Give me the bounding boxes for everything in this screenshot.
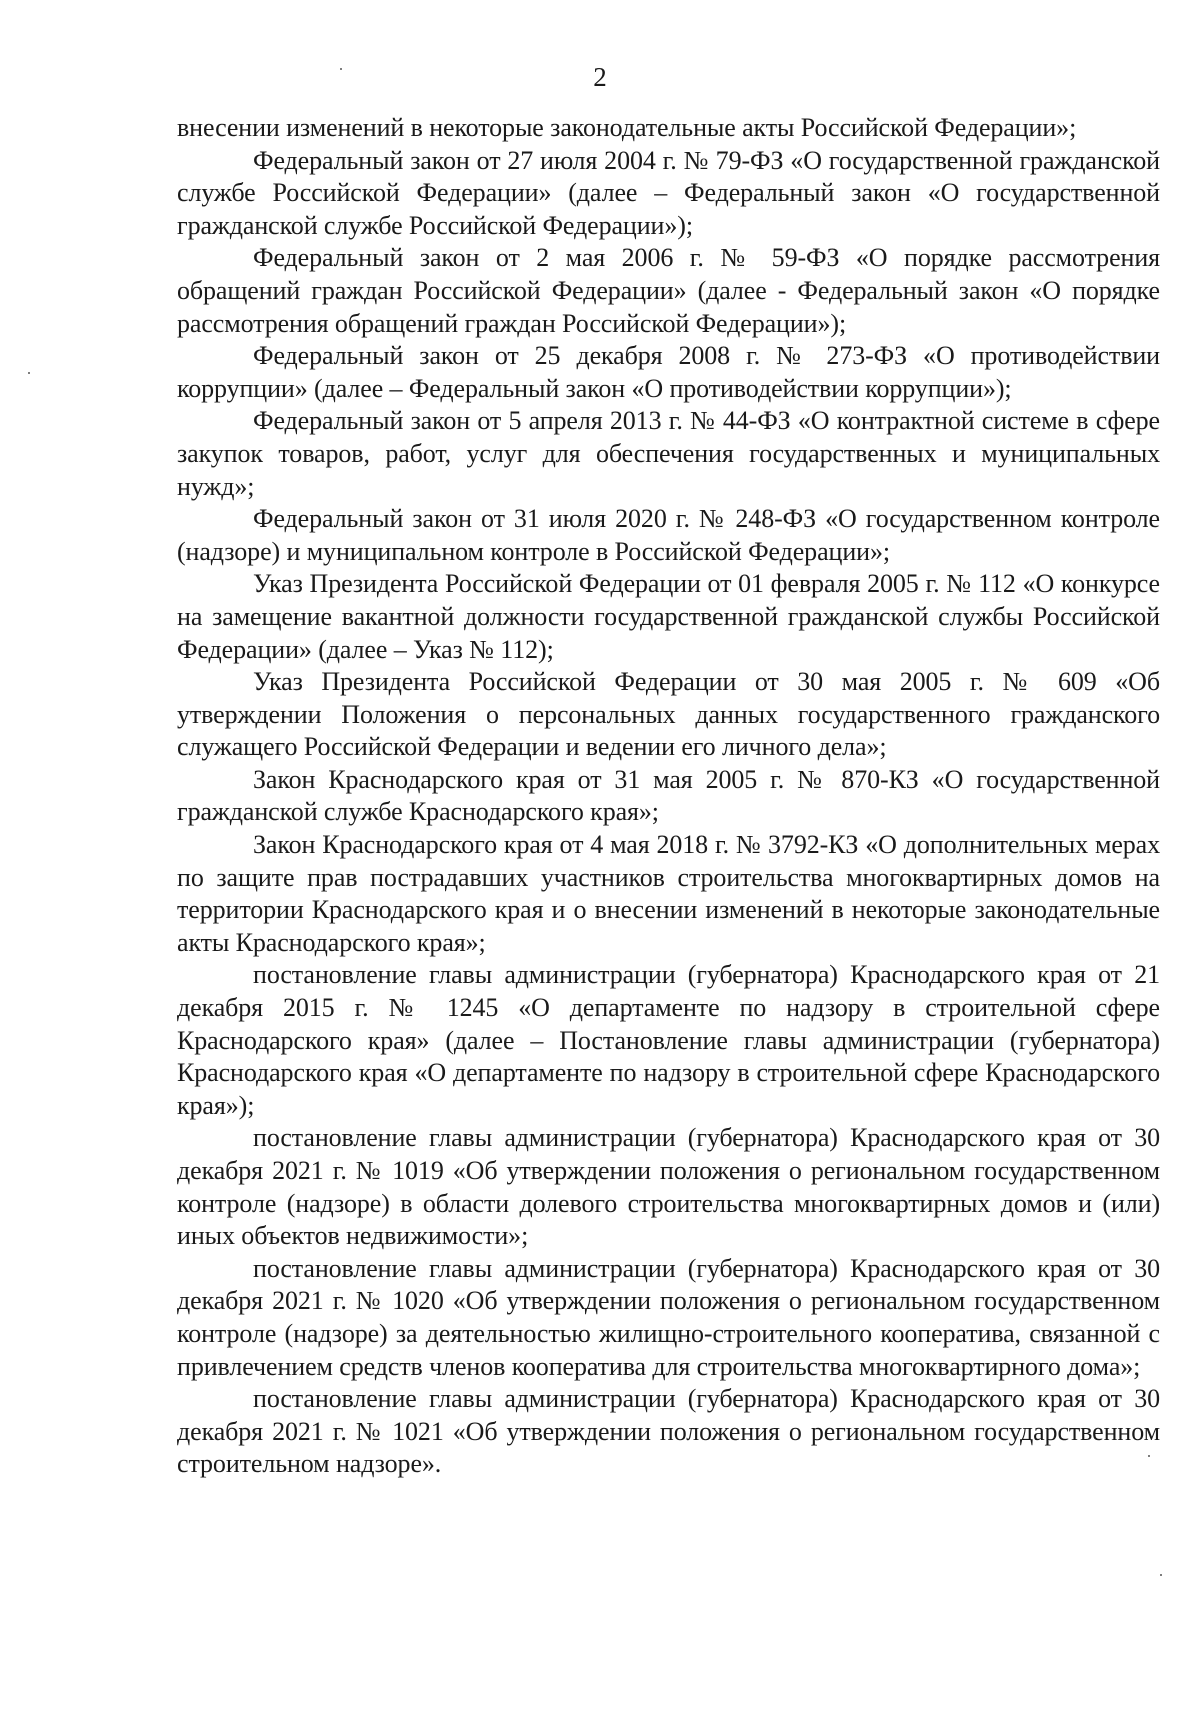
scan-speck bbox=[1148, 1455, 1150, 1457]
scan-speck bbox=[1160, 1574, 1162, 1576]
paragraph-resolution-1019: постановление главы администрации (губернатора) Краснодарского края от 30 декабря 2021 г. № 1019 «Об утверждении положения о региональном государственном контроле (надзоре) в области долевого строительства многоквартирных домов и (или) иных объектов недвижимости»; bbox=[177, 1123, 1160, 1251]
paragraph-continuation: внесении изменений в некоторые законодательные акты Российской Федерации»; bbox=[177, 113, 1077, 142]
page-number: 2 bbox=[593, 62, 607, 92]
paragraph-law-44-fz: Федеральный закон от 5 апреля 2013 г. № 44-ФЗ «О контрактной системе в сфере закупок товаров, работ, услуг для обеспечения государственных и муниципальных нужд»; bbox=[177, 406, 1160, 501]
paragraph-decree-112: Указ Президента Российской Федерации от 01 февраля 2005 г. № 112 «О конкурсе на замещение вакантной должности государственной гражданской службы Российской Федерации» (далее – Указ № 112); bbox=[177, 569, 1160, 664]
paragraph-law-870-kz: Закон Краснодарского края от 31 мая 2005 г. № 870-КЗ «О государственной гражданской службе Краснодарского края»; bbox=[177, 764, 1160, 827]
paragraph-resolution-1021: постановление главы администрации (губернатора) Краснодарского края от 30 декабря 2021 г. № 1021 «Об утверждении положения о региональном государственном строительном надзоре». bbox=[177, 1384, 1160, 1479]
paragraph-decree-609: Указ Президента Российской Федерации от 30 мая 2005 г. № 609 «Об утверждении Положения о персональных данных государственного гражданского служащего Российской Федерации и ведении его личного дела»; bbox=[177, 667, 1160, 762]
paragraph-resolution-1245: постановление главы администрации (губернатора) Краснодарского края от 21 декабря 2015 г. № 1245 «О департаменте по надзору в строительной сфере Краснодарского края» (далее – Постановление главы администрации (губернатора) Краснодарского края «О департаменте по надзору в строительной сфере Краснодарского края»); bbox=[177, 960, 1160, 1120]
paragraph-law-248-fz: Федеральный закон от 31 июля 2020 г. № 248-ФЗ «О государственном контроле (надзоре) и муниципальном контроле в Российской Федерации»; bbox=[177, 504, 1160, 566]
paragraph-law-3792-kz: Закон Краснодарского края от 4 мая 2018 г. № 3792-КЗ «О дополнительных мерах по защите прав пострадавших участников строительства многоквартирных домов на территории Краснодарского края и о внесении изменений в некоторые законодательные акты Краснодарского края»; bbox=[177, 830, 1160, 957]
paragraph-law-79-fz: Федеральный закон от 27 июля 2004 г. № 79-ФЗ «О государственной гражданской службе Российской Федерации» (далее – Федеральный закон «О государственной гражданской службе Российской Федерации»); bbox=[177, 145, 1160, 240]
scan-speck bbox=[28, 372, 30, 374]
scan-speck bbox=[340, 68, 342, 70]
document-body bbox=[177, 112, 1160, 1481]
paragraph-law-273-fz: Федеральный закон от 25 декабря 2008 г. № 273-ФЗ «О противодействии коррупции» (далее – Федеральный закон «О противодействии коррупции»); bbox=[177, 341, 1160, 403]
paragraph-resolution-1020: постановление главы администрации (губернатора) Краснодарского края от 30 декабря 2021 г. № 1020 «Об утверждении положения о региональном государственном контроле (надзоре) за деятельностью жилищно-строительного кооператива, связанной с привлечением средств членов кооператива для строительства многоквартирного дома»; bbox=[177, 1253, 1160, 1381]
paragraph-law-59-fz: Федеральный закон от 2 мая 2006 г. № 59-ФЗ «О порядке рассмотрения обращений граждан Российской Федерации» (далее - Федеральный закон «О порядке рассмотрения обращений граждан Российской Федерации»); bbox=[177, 243, 1160, 338]
